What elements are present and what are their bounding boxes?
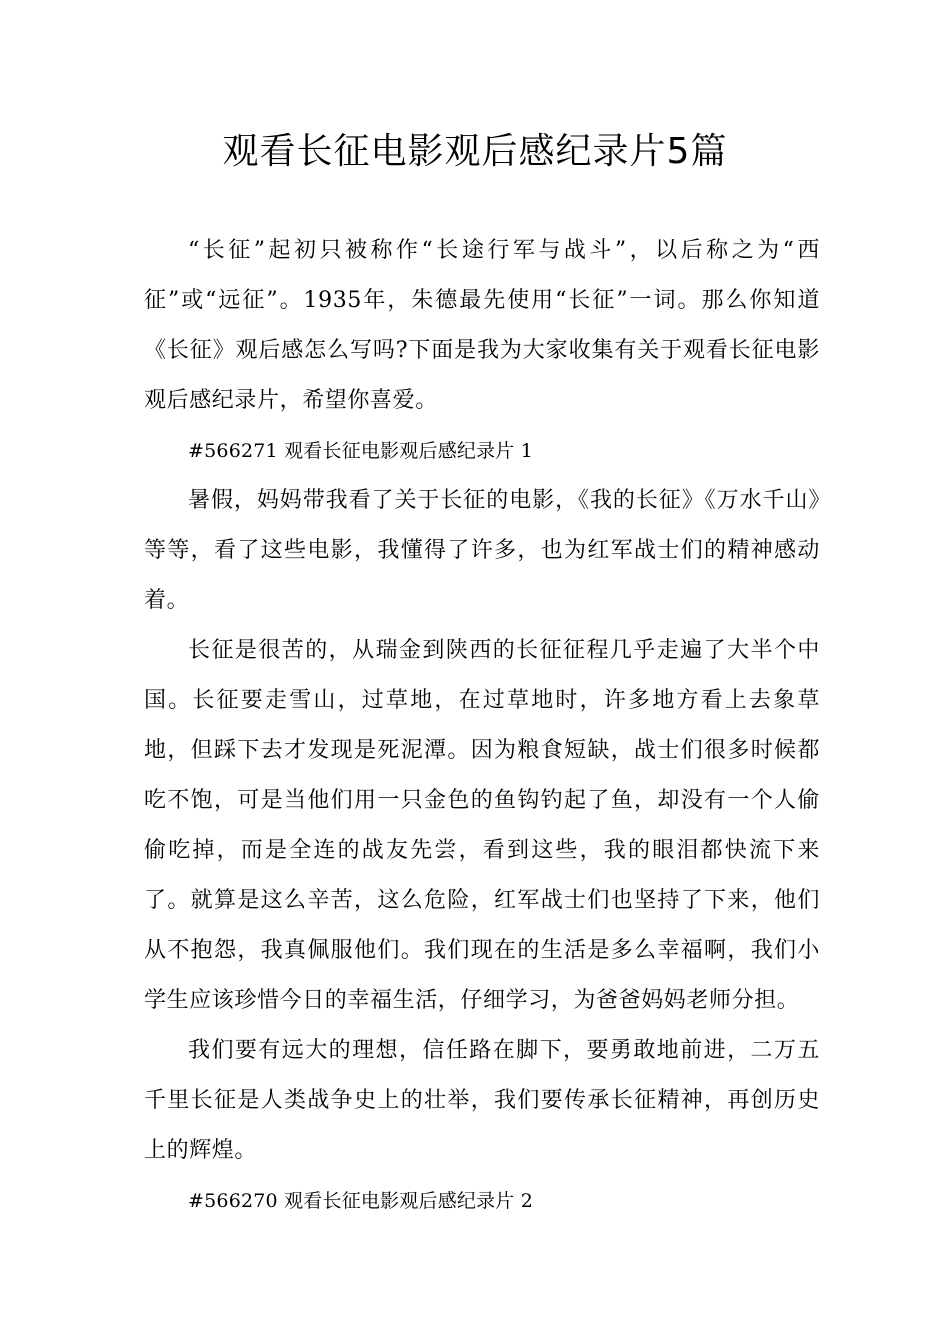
section-1-paragraph-3: 我们要有远大的理想，信任路在脚下，要勇敢地前进，二万五千里长征是人类战争史上的壮举，我们要传承长征精神，再创历史上的辉煌。 <box>144 1038 820 1163</box>
section-heading-2: #566270 观看长征电影观后感纪录片 2 <box>188 1190 534 1212</box>
document-body <box>144 226 820 1226</box>
intro-paragraph: “长征”起初只被称作“长途行军与战斗”，以后称之为“西征”或“远征”。1935年，朱德最先使用“长征”一词。那么你知道《长征》观后感怎么写吗?下面是我为大家收集有关于观看长征电影观后感纪录片，希望你喜爱。 <box>144 238 820 413</box>
section-heading-1: #566271 观看长征电影观后感纪录片 1 <box>188 440 534 462</box>
section-1-paragraph-2: 长征是很苦的，从瑞金到陕西的长征征程几乎走遍了大半个中国。长征要走雪山，过草地，在过草地时，许多地方看上去象草地，但踩下去才发现是死泥潭。因为粮食短缺，战士们很多时候都吃不饱，可是当他们用一只金色的鱼钩钓起了鱼，却没有一个人偷偷吃掉，而是全连的战友先尝，看到这些，我的眼泪都快流下来了。就算是这么辛苦，这么危险，红军战士们也坚持了下来，他们从不抱怨，我真佩服他们。我们现在的生活是多么幸福啊，我们小学生应该珍惜今日的幸福生活，仔细学习，为爸爸妈妈老师分担。 <box>144 638 820 1013</box>
document-title: 观看长征电影观后感纪录片5篇 <box>222 131 728 172</box>
section-1-paragraph-1: 暑假，妈妈带我看了关于长征的电影，《我的长征》《万水千山》等等，看了这些电影，我懂得了许多，也为红军战士们的精神感动着。 <box>144 488 820 613</box>
